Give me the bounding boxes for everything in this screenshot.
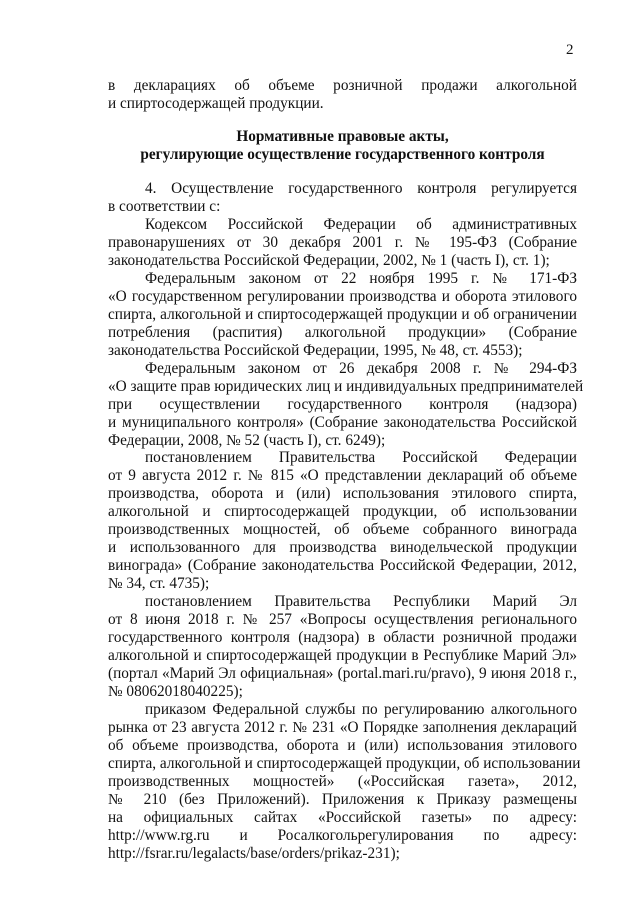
text-line: производства, оборота и (или) использования этилового спирта, — [108, 485, 577, 502]
text-line: при осуществлении государственного контроля (надзора) — [108, 396, 577, 413]
page-number: 2 — [566, 42, 574, 58]
text-line: № 210 (без Приложений). Приложения к Приказу размещены — [108, 791, 577, 808]
text-line: Федеральным законом от 26 декабря 2008 г. № 294-ФЗ — [145, 360, 577, 377]
text-line: и спиртосодержащей продукции. — [108, 95, 324, 112]
text-line: рынка от 23 августа 2012 г. № 231 «О Порядке заполнения деклараций — [108, 719, 577, 736]
text-line: «О государственном регулировании производства и оборота этилового — [108, 288, 577, 305]
text-line: алкогольной и спиртосодержащей продукции, об использовании — [108, 503, 577, 520]
text-line: потребления (распития) алкогольной продукции» (Собрание — [108, 324, 577, 341]
text-line: об объеме производства, оборота и (или) использования этилового — [108, 737, 577, 754]
intro-paragraph — [108, 77, 577, 113]
list-item — [108, 216, 577, 270]
list-item — [108, 701, 581, 863]
text-line: в декларациях об объеме розничной продажи алкогольной — [108, 77, 577, 94]
text-line: № 08062018040225); — [108, 683, 243, 700]
text-line: 4. Осуществление государственного контроля регулируется — [145, 180, 577, 197]
text-line: «О защите прав юридических лиц и индивидуальных предпринимателей — [108, 378, 584, 395]
text-line: спирта, алкогольной и спиртосодержащей продукции, об использовании — [108, 755, 581, 772]
text-line: № 34, ст. 4735); — [108, 575, 210, 592]
text-line: приказом Федеральной службы по регулированию алкогольного — [145, 701, 577, 718]
text-line: от 8 июня 2018 г. № 257 «Вопросы осуществления регионального — [108, 611, 577, 628]
text-line: правонарушениях от 30 декабря 2001 г. № 195-ФЗ (Собрание — [108, 234, 577, 251]
list-item — [108, 593, 577, 701]
section-title: регулирующие осуществление государственного контроля — [140, 146, 545, 163]
text-line: законодательства Российской Федерации, 2002, № 1 (часть I), ст. 1); — [108, 252, 550, 269]
text-line: и муниципального контроля» (Собрание законодательства Российской — [108, 414, 577, 431]
text-line: производственных мощностей, об объеме собранного винограда — [108, 521, 577, 538]
text-line: Федеральным законом от 22 ноября 1995 г. № 171-ФЗ — [145, 270, 577, 287]
text-line: производственных мощностей» («Российская газета», 2012, — [108, 773, 577, 790]
text-line: алкогольной и спиртосодержащей продукции в Республике Марий Эл» — [108, 647, 577, 664]
section-heading — [108, 128, 577, 164]
text-line: государственного контроля (надзора) в области розничной продажи — [108, 629, 577, 646]
list-item — [108, 360, 584, 450]
text-line: на официальных сайтах «Российской газеты» по адресу: — [108, 809, 577, 826]
text-line: и использованного для производства винодельческой продукции — [108, 539, 577, 556]
text-line: винограда» (Собрание законодательства Российской Федерации, 2012, — [108, 557, 577, 574]
list-item — [108, 449, 577, 593]
text-line: спирта, алкогольной и спиртосодержащей продукции и об ограничении — [108, 306, 577, 323]
list-item — [108, 270, 577, 360]
text-line: (портал «Марий Эл официальная» (portal.mari.ru/pravo), 9 июня 2018 г., — [108, 665, 577, 682]
section-title: Нормативные правовые акты, — [236, 128, 449, 145]
text-line: законодательства Российской Федерации, 1995, № 48, ст. 4553); — [108, 342, 523, 359]
text-line: http://fsrar.ru/legalacts/base/orders/prikaz-231); — [108, 845, 400, 862]
text-line: постановлением Правительства Республики Марий Эл — [145, 593, 577, 610]
text-line: Кодексом Российской Федерации об административных — [145, 216, 577, 233]
paragraph-4 — [108, 180, 577, 216]
text-line: от 9 августа 2012 г. № 815 «О представлении деклараций об объеме — [108, 467, 577, 484]
text-line: http://www.rg.ru и Росалкогольрегулирования по адресу: — [108, 827, 577, 844]
text-line: постановлением Правительства Российской Федерации — [145, 449, 577, 466]
text-line: в соответствии с: — [108, 198, 221, 215]
text-line: Федерации, 2008, № 52 (часть I), ст. 6249); — [108, 432, 386, 449]
